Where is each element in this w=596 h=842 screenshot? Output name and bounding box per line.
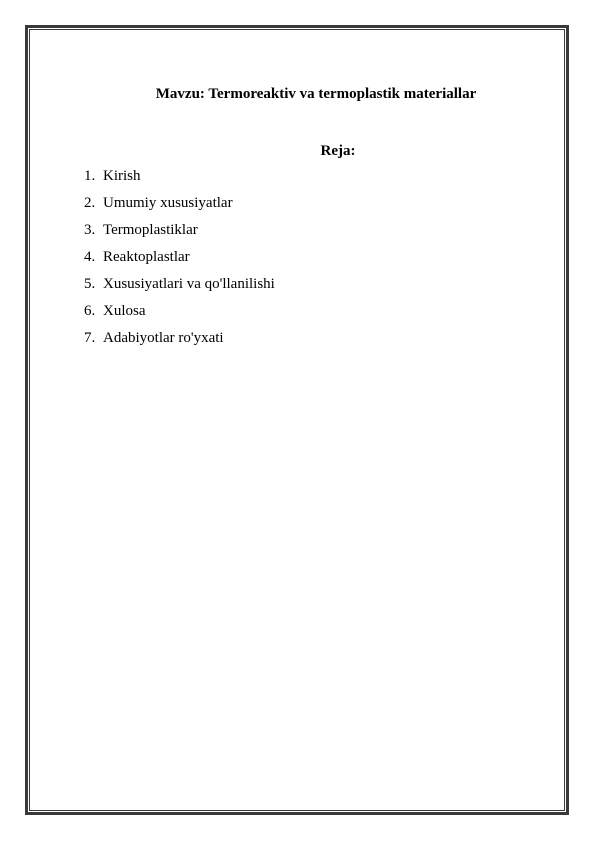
plan-item: [84, 222, 275, 249]
plan-item: [84, 276, 275, 303]
plan-item-text: Termoplastiklar: [103, 222, 198, 238]
plan-item: [84, 330, 275, 357]
plan-heading: Reja:: [320, 143, 356, 159]
plan-item-text: Adabiyotlar ro'yxati: [103, 330, 224, 346]
plan-item-number: 4.: [84, 249, 96, 265]
plan-item-text: Xususiyatlari va qo'llanilishi: [103, 276, 275, 292]
plan-item-number: 5.: [84, 276, 96, 292]
plan-item-text: Umumiy xususiyatlar: [103, 195, 233, 211]
plan-item-number: 6.: [84, 303, 96, 319]
plan-item-number: 2.: [84, 195, 96, 211]
plan-list: [84, 168, 275, 357]
plan-item: [84, 303, 275, 330]
plan-item-number: 3.: [84, 222, 96, 238]
document-title: Mavzu: Termoreaktiv va termoplastik materiallar: [155, 86, 477, 102]
plan-item-number: 7.: [84, 330, 96, 346]
plan-item: [84, 249, 275, 276]
plan-item-text: Kirish: [103, 168, 141, 184]
plan-item-number: 1.: [84, 168, 96, 184]
plan-item: [84, 168, 275, 195]
plan-item-text: Reaktoplastlar: [103, 249, 190, 265]
plan-item-text: Xulosa: [103, 303, 146, 319]
plan-item: [84, 195, 275, 222]
